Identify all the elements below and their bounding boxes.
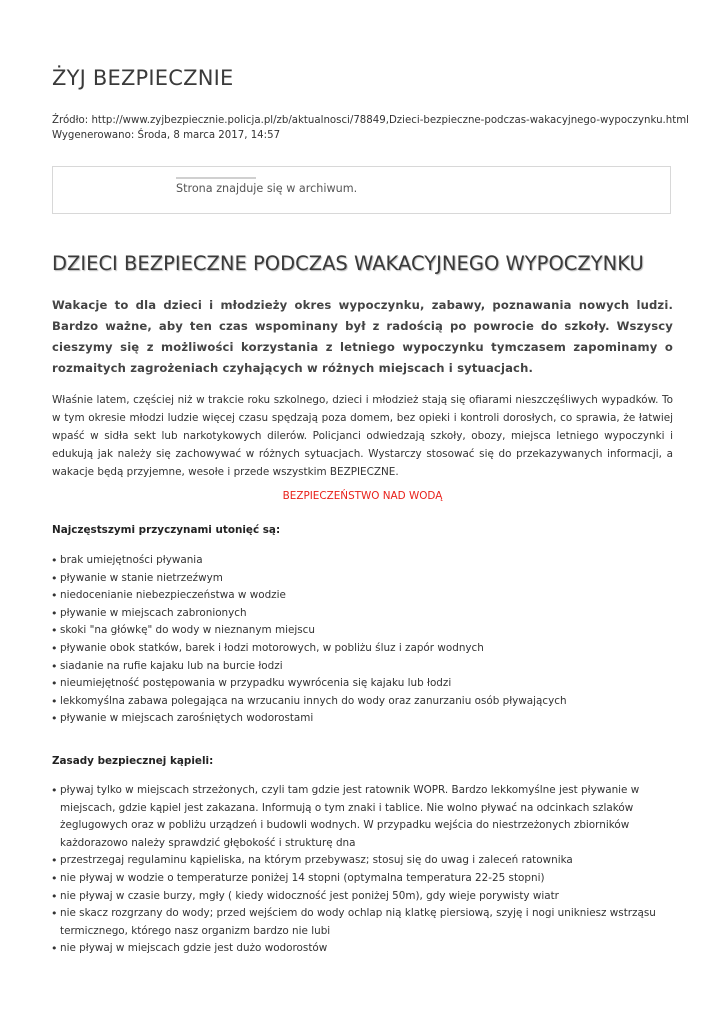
bathing-rules-heading: Zasady bezpiecznej kąpieli:: [52, 755, 214, 767]
list-item: • pływanie obok statków, barek i łodzi motorowych, w pobliżu śluz i zapór wodnych: [52, 640, 673, 658]
document-meta: [52, 113, 689, 143]
archive-divider: [176, 177, 256, 179]
site-title: ŻYJ BEZPIECZNIE: [52, 66, 234, 90]
list-item: • pływanie w miejscach zarośniętych wodorostami: [52, 710, 673, 728]
drowning-causes-heading: Najczęstszymi przyczynami utonięć są:: [52, 524, 281, 536]
bathing-rules-list: [52, 782, 664, 958]
list-item: • pływanie w stanie nietrzeźwym: [52, 570, 673, 588]
list-item: • skoki "na główkę" do wody w nieznanym miejscu: [52, 622, 673, 640]
list-item: • lekkomyślna zabawa polegająca na wrzucaniu innych do wody oraz zanurzaniu osób pływających: [52, 693, 673, 711]
drowning-causes-list: [52, 552, 673, 728]
water-safety-heading: BEZPIECZEŃSTWO NAD WODĄ: [282, 490, 443, 502]
source-line: Źródło: http://www.zyjbezpiecznie.policja.pl/zb/aktualnosci/78849,Dzieci-bezpieczne-podczas-wakacyjnego-wypoczynku.html: [52, 115, 689, 126]
list-item: • nie pływaj w czasie burzy, mgły ( kiedy widoczność jest poniżej 50m), gdy wieje porywisty wiatr: [52, 888, 664, 906]
list-item: • nieumiejętność postępowania w przypadku wywrócenia się kajaku lub łodzi: [52, 675, 673, 693]
list-item: • nie pływaj w wodzie o temperaturze poniżej 14 stopni (optymalna temperatura 22-25 stopni): [52, 870, 664, 888]
list-item: • siadanie na rufie kajaku lub na burcie łodzi: [52, 658, 673, 676]
list-item: • niedocenianie niebezpieczeństwa w wodzie: [52, 587, 673, 605]
list-item: • brak umiejętności pływania: [52, 552, 673, 570]
generated-line: Wygenerowano: Środa, 8 marca 2017, 14:57: [52, 130, 281, 141]
article-paragraph: Właśnie latem, częściej niż w trakcie roku szkolnego, dzieci i młodzież stają się ofiarami nieszczęśliwych wypadków. To w tym okresie młodzi ludzie więcej czasu spędzają poza domem, bez opieki i kontroli dorosłych, co sprawia, że łatwiej wpaść w sidła sekt lub narkotykowych dilerów. Policjanci odwiedzają szkoły, obozy, miejsca letniego wypoczynki i edukują jak należy się zachowywać w różnych sytuacjach. Wystarczy stosować się do przekazywanych informacji, a wakacje będą przyjemne, wesołe i przede wszystkim BEZPIECZNE.: [52, 394, 673, 478]
list-item: • przestrzegaj regulaminu kąpieliska, na którym przebywasz; stosuj się do uwag i zaleceń ratownika: [52, 852, 664, 870]
list-item: • nie skacz rozgrzany do wody; przed wejściem do wody ochlap nią klatkę piersiową, szyję i nogi unikniesz wstrząsu termicznego, którego nasz organizm bardzo nie lubi: [52, 905, 664, 940]
list-item: • pływanie w miejscach zabronionych: [52, 605, 673, 623]
list-item: • pływaj tylko w miejscach strzeżonych, czyli tam gdzie jest ratownik WOPR. Bardzo lekkomyślne jest pływanie w miejscach, gdzie kąpiel jest zakazana. Informują o tym znaki i tablice. Nie wolno pływać na odcinkach szlaków żeglugowych oraz w pobliżu urządzeń i budowli wodnych. W przypadku wejścia do niestrzeżonych zbiorników każdorazowo należy sprawdzić głębokość i strukturę dna: [52, 782, 664, 852]
archive-notice: Strona znajduje się w archiwum.: [176, 182, 358, 195]
list-item: • nie pływaj w miejscach gdzie jest dużo wodorostów: [52, 940, 664, 958]
archive-notice-box: [52, 166, 671, 214]
article-lead: Wakacje to dla dzieci i młodzieży okres wypoczynku, zabawy, poznawania nowych ludzi. Bardzo ważne, aby ten czas wspominany był z radością po powrocie do szkoły. Wszyscy cieszymy się z możliwości korzystania z letniego wypoczynku tymczasem zapominamy o rozmaitych zagrożeniach czyhających w różnych miejscach i sytuacjach.: [52, 298, 673, 375]
article-title: DZIECI BEZPIECZNE PODCZAS WAKACYJNEGO WYPOCZYNKU: [52, 252, 644, 275]
